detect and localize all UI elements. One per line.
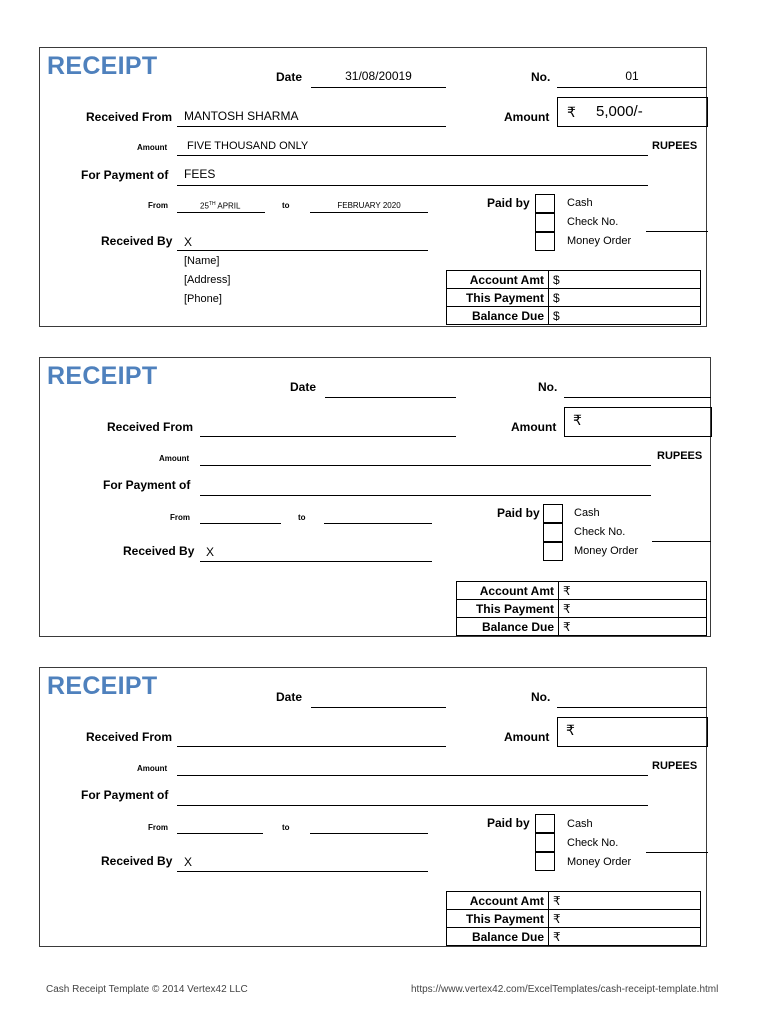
amount-words-field[interactable]: [177, 775, 648, 776]
name-field: [Name]: [184, 255, 220, 267]
money-order-checkbox[interactable]: [535, 852, 555, 871]
amount-words-field[interactable]: [200, 465, 651, 466]
from-field[interactable]: [200, 523, 281, 524]
rupees-label: RUPEES: [652, 760, 698, 772]
received-by-label: Received By: [101, 234, 173, 248]
from-label: From: [148, 201, 168, 210]
receipt-no-label: No.: [538, 380, 558, 394]
received-by-label: Received By: [101, 854, 173, 868]
paid-by-label: Paid by: [497, 506, 540, 520]
summary-row: [447, 307, 701, 325]
received-by-value: X: [184, 235, 193, 249]
cash-option: Cash: [574, 507, 600, 519]
summary-key: This Payment: [447, 910, 549, 928]
amount-box[interactable]: [557, 97, 708, 127]
cash-option: Cash: [567, 818, 593, 830]
amount-label: Amount: [511, 420, 557, 434]
date-value: 31/08/20019: [345, 69, 412, 83]
received-by-value: X: [184, 855, 193, 869]
to-label: to: [282, 823, 290, 832]
received-from-value: MANTOSH SHARMA: [184, 109, 299, 123]
summary-key: This Payment: [447, 289, 549, 307]
summary-key: This Payment: [457, 600, 559, 618]
to-value: FEBRUARY 2020: [337, 201, 401, 210]
check-checkbox[interactable]: [535, 213, 555, 232]
rupees-label: RUPEES: [657, 450, 703, 462]
date-label: Date: [276, 690, 303, 704]
cash-checkbox[interactable]: [543, 504, 563, 523]
received-from-label: Received From: [107, 420, 194, 434]
date-label: Date: [276, 70, 303, 84]
amount-value: 5,000/-: [596, 103, 643, 120]
footer-copyright: Cash Receipt Template © 2014 Vertex42 LLC: [46, 984, 248, 995]
for-payment-field[interactable]: [177, 185, 648, 186]
receipt-title: RECEIPT: [47, 362, 158, 390]
check-no-field[interactable]: [652, 541, 711, 542]
received-from-field[interactable]: [177, 746, 446, 747]
money-order-option: Money Order: [567, 235, 632, 247]
summary-row: [447, 928, 701, 946]
amount-box[interactable]: [557, 717, 708, 747]
paid-by-label: Paid by: [487, 816, 530, 830]
to-field[interactable]: [310, 212, 428, 213]
summary-key: Account Amt: [457, 582, 559, 600]
summary-row: [447, 289, 701, 307]
summary-value[interactable]: ₹: [549, 910, 701, 928]
summary-key: Balance Due: [457, 618, 559, 636]
for-payment-field[interactable]: [200, 495, 651, 496]
received-by-field[interactable]: [177, 250, 428, 251]
money-order-option: Money Order: [574, 545, 639, 557]
received-from-label: Received From: [86, 110, 173, 124]
date-field[interactable]: [311, 707, 446, 708]
summary-row: [457, 582, 707, 600]
summary-table: [446, 270, 701, 325]
for-payment-label: For Payment of: [81, 168, 169, 182]
summary-key: Account Amt: [447, 271, 549, 289]
summary-value[interactable]: ₹: [549, 928, 701, 946]
receipt-title: RECEIPT: [47, 52, 158, 80]
summary-value[interactable]: ₹: [559, 618, 707, 636]
receipt-title: RECEIPT: [47, 672, 158, 700]
rupee-icon: ₹: [573, 412, 582, 428]
check-option: Check No.: [567, 216, 619, 228]
amount-box[interactable]: [564, 407, 712, 437]
from-field[interactable]: [177, 833, 263, 834]
money-order-option: Money Order: [567, 856, 632, 868]
summary-row: [447, 892, 701, 910]
summary-table: [456, 581, 707, 636]
for-payment-label: For Payment of: [103, 478, 191, 492]
paid-by-label: Paid by: [487, 196, 530, 210]
rupee-icon: ₹: [566, 722, 575, 738]
to-label: to: [298, 513, 306, 522]
for-payment-label: For Payment of: [81, 788, 169, 802]
cash-option: Cash: [567, 197, 593, 209]
phone-field: [Phone]: [184, 293, 222, 305]
receipt-no-label: No.: [531, 70, 551, 84]
check-option: Check No.: [574, 526, 626, 538]
summary-row: [447, 271, 701, 289]
from-label: From: [170, 513, 190, 522]
amount-words-label: Amount: [137, 764, 168, 773]
from-label: From: [148, 823, 168, 832]
from-field[interactable]: [177, 212, 265, 213]
date-field[interactable]: [325, 397, 456, 398]
from-value: 25TH APRIL: [200, 201, 241, 211]
receipt-3: [39, 667, 707, 947]
check-checkbox[interactable]: [543, 523, 563, 542]
amount-label: Amount: [504, 730, 550, 744]
for-payment-field[interactable]: [177, 805, 648, 806]
summary-value[interactable]: $: [549, 307, 701, 325]
receipt-1: [39, 47, 707, 327]
summary-row: [457, 600, 707, 618]
check-no-field[interactable]: [646, 852, 708, 853]
cash-checkbox[interactable]: [535, 814, 555, 833]
summary-value[interactable]: $: [549, 289, 701, 307]
to-label: to: [282, 201, 290, 210]
summary-key: Balance Due: [447, 928, 549, 946]
receipt-no-field[interactable]: [564, 397, 711, 398]
received-by-value: X: [206, 545, 215, 559]
received-from-label: Received From: [86, 730, 173, 744]
summary-value[interactable]: ₹: [549, 892, 701, 910]
to-field[interactable]: [324, 523, 432, 524]
summary-table: [446, 891, 701, 946]
money-order-checkbox[interactable]: [543, 542, 563, 561]
amount-words-label: Amount: [137, 143, 168, 152]
address-field: [Address]: [184, 274, 231, 286]
summary-value[interactable]: $: [549, 271, 701, 289]
to-field[interactable]: [310, 833, 428, 834]
amount-words-field[interactable]: [177, 155, 648, 156]
receipt-2: [39, 357, 711, 637]
summary-key: Account Amt: [447, 892, 549, 910]
received-from-field[interactable]: [177, 126, 446, 127]
summary-value[interactable]: ₹: [559, 600, 707, 618]
received-from-field[interactable]: [200, 436, 456, 437]
summary-key: Balance Due: [447, 307, 549, 325]
for-payment-value: FEES: [184, 167, 216, 181]
received-by-field[interactable]: [177, 871, 428, 872]
check-no-field[interactable]: [646, 231, 708, 232]
receipt-no-value: 01: [625, 69, 639, 83]
summary-row: [457, 618, 707, 636]
check-checkbox[interactable]: [535, 833, 555, 852]
amount-words-label: Amount: [159, 454, 190, 463]
received-by-label: Received By: [123, 544, 195, 558]
summary-row: [447, 910, 701, 928]
amount-words-value: FIVE THOUSAND ONLY: [187, 140, 309, 152]
cash-checkbox[interactable]: [535, 194, 555, 213]
rupee-icon: ₹: [567, 104, 576, 120]
amount-label: Amount: [504, 110, 550, 124]
check-option: Check No.: [567, 837, 619, 849]
date-field[interactable]: [311, 87, 446, 88]
date-label: Date: [290, 380, 317, 394]
money-order-checkbox[interactable]: [535, 232, 555, 251]
receipt-no-label: No.: [531, 690, 551, 704]
receipt-no-field[interactable]: [557, 87, 707, 88]
received-by-field[interactable]: [200, 561, 432, 562]
receipt-no-field[interactable]: [557, 707, 707, 708]
footer-url-link[interactable]: https://www.vertex42.com/ExcelTemplates/cash-receipt-template.html: [411, 984, 719, 995]
rupees-label: RUPEES: [652, 140, 698, 152]
summary-value[interactable]: ₹: [559, 582, 707, 600]
